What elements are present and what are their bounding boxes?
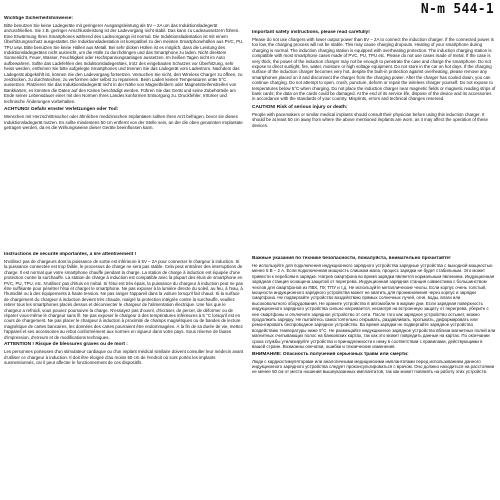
german-heading: Wichtige Sicherheitshinweise: bbox=[4, 16, 73, 21]
russian-heading: Важные указания по технике безопасности, пожалуйста, внимательно прочитайте! bbox=[252, 256, 451, 261]
french-body: N'utilisez pas de chargeurs dont la puissance de sortie est inférieure à 5V – 2A pour connecter le chargeur à induction. Si la puissance connectée est trop faible, le processus de charge ne sera pas stable. Cela peut entraîner des interruptions de charge. Il est normal que votre smartphone chauffe pendant la charge. La station de charge à induction est équipée d'une protection contre la surchauffe. La station de charge à induction est compatible avec la plupart des étuis de smartphone en PVC, PU, TPU, etc. N'utilisez pas d'étuis en métal. Si l'étui est très épais, la puissance du chargeur à induction peut ne pas être suffisante pour pénétrer l'étui et charger le smartphone. Ne pas exposer à la lumière directe du soleil, au feu, à l'eau, à l'humidité ou à des équipements à haute tension. Ne pas ranger l'appareil dans la voiture lorsqu'il fait chaud. Si la surface de chargement du chargeur à induction devient très chaude, malgré la protection intégrée contre la surchauffe, veuillez retirer tous les smartphones placés dessus et déconnecter le chargeur de l'alimentation électrique. Une fois que le chargeur a refroidi, vous pouvez poursuivre la charge. N'essayez pas d'ouvrir, d'écraser, de percer, de déformer ou de réparer vous-même le chargeur sans fil. Ne pas exposer le chargeur à des températures inférieures à 5 °C lorsqu'il est en cours de chargement. Ne pas placer le chargeur à induction à proximité de champs magnétiques ou de bandes de lecture magnétique de cartes bancaires, les données des cartes pourraient être endommagées. À la fin de sa durée de vie, mettez l'appareil et ses accessoires au rebut conformément aux normes en vigueur dans votre pays. Sous réserve de fautes d'impression, d'erreurs et de modifications techniques. bbox=[4, 259, 243, 340]
document-title: N-m 544-1 bbox=[420, 2, 494, 17]
section-german bbox=[4, 16, 244, 248]
section-french bbox=[4, 252, 244, 498]
french-heading: Instructions de sécurité importantes, à lire attentivement ! bbox=[4, 252, 137, 257]
german-warning-heading: ACHTUNG! Gefahr ernster Verletzungen oder Tod: bbox=[4, 107, 119, 113]
section-english bbox=[252, 30, 496, 248]
section-russian bbox=[252, 256, 496, 498]
russian-warning-heading: ВНИМАНИЕ: Опасность получения серьезных травм или смерти: bbox=[252, 351, 409, 357]
russian-body: Не используйте для подключения индукционного зарядного устройства зарядные устройства с выходной мощностью менее 5 В – 2 А. Если подключенная мощность слишком мала, процесс зарядки не будет стабильным. Это может привести к перебоям в зарядке. Нагрев смартфона во время зарядки является нормальным явлением. Индукционная зарядная станция оснащена защитой от перегрева. Индукционная зарядная станция совместима с большинством чехлов для смартфонов из ПВХ, ПУ, ТПУ и т.д. Не используйте металлические чехлы. Если корпус очень толстый, мощности индукционного зарядного устройства может не хватить для проникновения через корпус и зарядки смартфона. Не подвергайте устройство воздействию прямых солнечных лучей, огня, воды, влаги или высоковольтного оборудования. Не храните устройство в автомобиле в жаркие дни. Если зарядная поверхность индукционного зарядного устройства сильно нагревается, несмотря на встроенную защиту от перегрева, уберите с нее смартфоны и отключите зарядное устройство от сети. После того как зарядное устройство остынет, можно продолжить зарядку. Не пытайтесь самостоятельно открывать, раздавливать, протыкать, деформировать или ремонтировать беспроводное зарядное устройство. Во время зарядки не подвергайте зарядное устройство воздействию температуры ниже 5°C. Не размещайте индукционное зарядное устройство вблизи магнитных полей или магнитных считывающих полос на банковских картах, так как это может повредить данные на картах. По окончании срока службы утилизируйте устройство и принадлежности к нему в соответствии с правилами, действующими в вашей стране. Возможны опечатки, ошибки и технические изменения. bbox=[252, 263, 496, 350]
french-warning-body: Les personnes porteuses d'un stimulateur cardiaque ou d'un implant médical similaire doivent consulter leur médecin avant d'utiliser ce chargeur à induction. Il doit être éloigné d'au moins 50 cm de l'endroit où sont portés les implants susmentionnés, car il peut affecter le fonctionnement de ces dispositifs. bbox=[4, 349, 244, 365]
german-body: Bitte benutzen Sie keine Ladegeräte mit geringerer Ausgangsleistung als 5V – 2A um das Induktionsladegerät anzuschließen. Sie z.B. geringer Anschlussleistung ist der Ladevorgang nicht stabil. Das kann zu Ladeaussetzern führen. Eine Erwärmung Ihres Smartphones während des Ladevorgangs ist normal. Die Induktionsladestation ist mit einem Überhitzungsschutz ausgestattet. Die Induktionsladestation ist kompatibel zu den meisten Smartphonehüllen aus PVC, PU, TPU usw. Bitte benutzen Sie keine Hüllen aus Metall. Bei sehr dicken Hüllen ist es möglich, dass die Leistung des Induktionsladegerätes nicht ausreicht, um die Hülle zu durchdringen und das Smartphone zu laden. Nicht direktem Sonnenlicht, Feuer, Wasser, Feuchtigkeit oder Hochspannungsanlagen aussetzen. Im heißen Tagen nicht im Auto aufbewahren. Sollte das Ladefehlen des Induktionsladegerätes, trotz des eingebauten Schutzes vor Überhitzung, sehr heiss werden, entfernen Sie bitte aufgelegte Smartphones und trennen Sie das Ladegerät vom Ladestrom. Nachdem das Ladegerät abgekühlt ist, können Sie den Ladevorgang fortsetzen. Versuchen Sie nicht, den Wireless Charger zu öffnen, zu zerdrücken, zu durchstechen, zu verformen oder selbst zu reparieren. Beim Laden keinen Temperaturen unter 5°C aussetzen. Platzieren Sie das Induktionsladegerät nicht in der Nähe von Magnetfeldern oder Magnetstreifenstreifen von Bankkarten, es könnten die Daten auf den Karten beschädigt werden. Führen Sie das Gerät und seine Zubehörteile am Ende seiner Lebensdauer einer mit den Normen Ihres Landes konformen Entsorgung zu. Druckfehler, Irrtümer und technische Änderungen vorbehalten. bbox=[4, 23, 244, 104]
english-warning-heading: CAUTION! Risk of serious injury or death: bbox=[252, 104, 348, 110]
german-warning-body: Menschen mit Herzschrittmacher oder ähnlichen medizinischen Implantaten sollten ihren Arzt befragen, bevor sie dieses Induktionsladegerät nutzen. Es sollte mindestens 50 cm entfernt von der Stelle sein, an der die oben genannten Implantate getragen werden, da es die Wirkungsweise dieser Geräte beeinflussen kann. bbox=[4, 114, 243, 130]
french-warning-heading: ATTENTION ! Risque de blessures graves ou de mort : bbox=[4, 342, 128, 348]
english-body: Please do not use chargers with lower output power than 5V – 2A to connect the induction charger. If the connected power is too low, the charging process will not be stable. This may cause charging dropouts. Heating of your smartphone during charging is normal. The induction charging station is equipped with overheating protection. The induction charging station is compatible with most smartphone cases made of PVC, PU, TPU etc. Please do not use cases made of metal. If the case is very thick, the power of the induction charger may not be enough to penetrate the case and charge the smartphone. Do not expose to direct sunlight, fire, water, moisture or high voltage equipment. Do not store in the car on hot days. If the charging surface of the induction charger becomes very hot, despite the built-in protection against overheating, please remove any smartphones placed on it and disconnect the charger from the charging power. After the charger has cooled down, you can continue charging. Do not attempt to open, crush, puncture, deform or repair the wireless charger yourself. Do not expose to temperatures below 5°C when charging. Do not place the induction charger near magnetic fields or magnetic reading strips of bank cards; the data on the cards could be damaged. At the end of its service life, dispose of the device and its accessories in accordance with the standards of your country. Misprints, errors and technical changes reserved. bbox=[252, 37, 496, 102]
english-heading: Important safety instructions, please read carefully! bbox=[252, 30, 370, 35]
english-warning-body: People with pacemakers or similar medical implants should consult their physician before using this induction charger. It should be at least 50 cm away from where the above mentioned implants are worn, as it may affect the operation of these devices. bbox=[252, 111, 488, 128]
russian-warning-body: Люди с кардиостимуляторами или аналогичными медицинскими имплантатами перед использованием данного индукционного зарядного устройства следует проконсультироваться с врачом. Оно должно находиться на расстоянии не менее 50 см от места ношения вышеуказанных имплантатов, так как может повлиять на работу этих устройств. bbox=[252, 358, 495, 375]
